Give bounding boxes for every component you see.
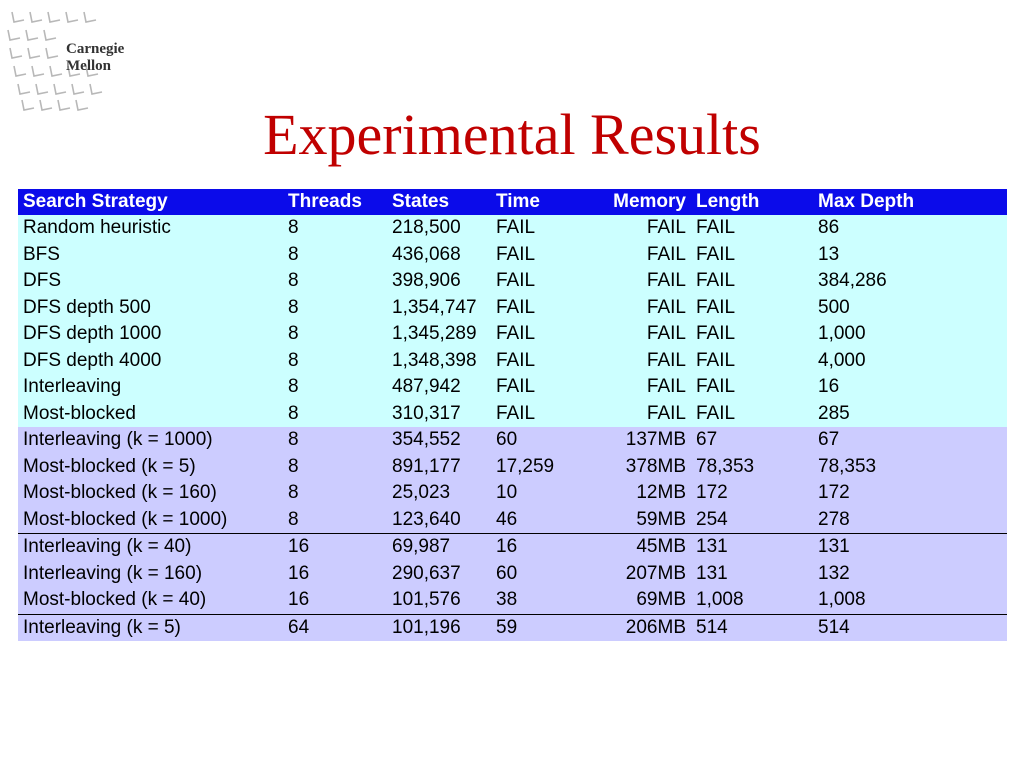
cell-length: FAIL (691, 401, 813, 428)
cell-states: 69,987 (387, 534, 491, 561)
table-row (18, 561, 1007, 588)
cell-memory: 69MB (583, 587, 691, 614)
cell-states: 487,942 (387, 374, 491, 401)
logo-line-1: Carnegie (66, 41, 125, 57)
header-threads: Threads (283, 189, 387, 215)
cell-threads: 16 (283, 534, 387, 561)
table-row (18, 454, 1007, 481)
cell-threads: 8 (283, 507, 387, 534)
cell-memory: 12MB (583, 480, 691, 507)
table-row (18, 587, 1007, 614)
cell-strategy: Interleaving (k = 5) (18, 614, 283, 641)
cell-states: 25,023 (387, 480, 491, 507)
logo-wordmark (66, 41, 124, 75)
cell-threads: 8 (283, 454, 387, 481)
cell-length: 172 (691, 480, 813, 507)
cell-strategy: Most-blocked (k = 40) (18, 587, 283, 614)
cell-length: FAIL (691, 295, 813, 322)
cell-memory: FAIL (583, 348, 691, 375)
cell-threads: 8 (283, 242, 387, 269)
header-memory: Memory (583, 189, 691, 215)
table-row (18, 321, 1007, 348)
cell-length: FAIL (691, 215, 813, 242)
cell-length: 1,008 (691, 587, 813, 614)
cell-time: 60 (491, 561, 583, 588)
cell-states: 123,640 (387, 507, 491, 534)
cell-strategy: DFS (18, 268, 283, 295)
cell-strategy: Interleaving (k = 160) (18, 561, 283, 588)
cell-states: 101,576 (387, 587, 491, 614)
table-row (18, 268, 1007, 295)
header-max-depth: Max Depth (813, 189, 1007, 215)
cell-time: FAIL (491, 348, 583, 375)
header-search-strategy: Search Strategy (18, 189, 283, 215)
table-row (18, 242, 1007, 269)
cell-length: 131 (691, 561, 813, 588)
cell-max-depth: 132 (813, 561, 1007, 588)
table-row (18, 295, 1007, 322)
cell-memory: 206MB (583, 614, 691, 641)
cell-memory: 207MB (583, 561, 691, 588)
table-row (18, 374, 1007, 401)
cell-length: FAIL (691, 242, 813, 269)
cell-strategy: Interleaving (k = 40) (18, 534, 283, 561)
cell-length: FAIL (691, 321, 813, 348)
cell-strategy: BFS (18, 242, 283, 269)
cell-length: 67 (691, 427, 813, 454)
cell-max-depth: 13 (813, 242, 1007, 269)
cell-memory: 378MB (583, 454, 691, 481)
cell-strategy: Most-blocked (k = 5) (18, 454, 283, 481)
cell-max-depth: 1,000 (813, 321, 1007, 348)
table-row (18, 534, 1007, 561)
cell-strategy: DFS depth 1000 (18, 321, 283, 348)
cell-threads: 16 (283, 587, 387, 614)
cell-time: 17,259 (491, 454, 583, 481)
cell-max-depth: 514 (813, 614, 1007, 641)
cell-max-depth: 278 (813, 507, 1007, 534)
cell-time: 46 (491, 507, 583, 534)
cell-time: FAIL (491, 295, 583, 322)
cell-strategy: DFS depth 500 (18, 295, 283, 322)
table-row (18, 480, 1007, 507)
cell-length: FAIL (691, 348, 813, 375)
cell-threads: 8 (283, 348, 387, 375)
cell-threads: 8 (283, 401, 387, 428)
header-time: Time (491, 189, 583, 215)
cell-memory: FAIL (583, 268, 691, 295)
cell-memory: 137MB (583, 427, 691, 454)
cell-strategy: Interleaving (18, 374, 283, 401)
cell-time: FAIL (491, 401, 583, 428)
cell-length: 254 (691, 507, 813, 534)
cell-threads: 8 (283, 480, 387, 507)
cell-threads: 8 (283, 215, 387, 242)
cell-time: 38 (491, 587, 583, 614)
cell-threads: 8 (283, 295, 387, 322)
cell-states: 1,345,289 (387, 321, 491, 348)
cell-states: 354,552 (387, 427, 491, 454)
cell-max-depth: 86 (813, 215, 1007, 242)
cell-max-depth: 172 (813, 480, 1007, 507)
cell-memory: FAIL (583, 295, 691, 322)
cell-memory: FAIL (583, 242, 691, 269)
cell-threads: 8 (283, 427, 387, 454)
cell-max-depth: 500 (813, 295, 1007, 322)
table-row (18, 427, 1007, 454)
cell-memory: FAIL (583, 374, 691, 401)
cell-states: 310,317 (387, 401, 491, 428)
cell-memory: FAIL (583, 321, 691, 348)
logo-line-2: Mellon (66, 58, 111, 74)
cell-threads: 8 (283, 374, 387, 401)
cell-time: FAIL (491, 268, 583, 295)
cell-max-depth: 131 (813, 534, 1007, 561)
cell-time: 16 (491, 534, 583, 561)
table-header-row (18, 189, 1007, 215)
cell-states: 398,906 (387, 268, 491, 295)
cell-time: FAIL (491, 321, 583, 348)
table-row (18, 614, 1007, 641)
table-row (18, 401, 1007, 428)
cell-max-depth: 67 (813, 427, 1007, 454)
cell-length: FAIL (691, 374, 813, 401)
cell-states: 436,068 (387, 242, 491, 269)
results-table (18, 189, 1007, 641)
cell-states: 1,354,747 (387, 295, 491, 322)
cell-length: FAIL (691, 268, 813, 295)
table-row (18, 348, 1007, 375)
cell-memory: FAIL (583, 401, 691, 428)
cell-length: 131 (691, 534, 813, 561)
cell-memory: 45MB (583, 534, 691, 561)
cell-strategy: Random heuristic (18, 215, 283, 242)
cell-states: 1,348,398 (387, 348, 491, 375)
cell-max-depth: 16 (813, 374, 1007, 401)
cell-memory: 59MB (583, 507, 691, 534)
cell-max-depth: 78,353 (813, 454, 1007, 481)
cell-length: 78,353 (691, 454, 813, 481)
table-row (18, 507, 1007, 534)
cell-max-depth: 1,008 (813, 587, 1007, 614)
cell-time: 60 (491, 427, 583, 454)
cell-memory: FAIL (583, 215, 691, 242)
cell-states: 218,500 (387, 215, 491, 242)
cell-strategy: Most-blocked (k = 1000) (18, 507, 283, 534)
cell-states: 101,196 (387, 614, 491, 641)
cell-time: 59 (491, 614, 583, 641)
cell-strategy: Most-blocked (k = 160) (18, 480, 283, 507)
cell-max-depth: 285 (813, 401, 1007, 428)
cell-strategy: DFS depth 4000 (18, 348, 283, 375)
cell-threads: 16 (283, 561, 387, 588)
cell-time: FAIL (491, 215, 583, 242)
header-length: Length (691, 189, 813, 215)
cell-strategy: Interleaving (k = 1000) (18, 427, 283, 454)
cell-states: 290,637 (387, 561, 491, 588)
cell-time: 10 (491, 480, 583, 507)
cell-states: 891,177 (387, 454, 491, 481)
cell-time: FAIL (491, 242, 583, 269)
cell-strategy: Most-blocked (18, 401, 283, 428)
cell-threads: 64 (283, 614, 387, 641)
cell-threads: 8 (283, 321, 387, 348)
header-states: States (387, 189, 491, 215)
page-title: Experimental Results (263, 102, 761, 167)
cell-time: FAIL (491, 374, 583, 401)
cell-length: 514 (691, 614, 813, 641)
cell-max-depth: 384,286 (813, 268, 1007, 295)
cell-max-depth: 4,000 (813, 348, 1007, 375)
cell-threads: 8 (283, 268, 387, 295)
table-row (18, 215, 1007, 242)
